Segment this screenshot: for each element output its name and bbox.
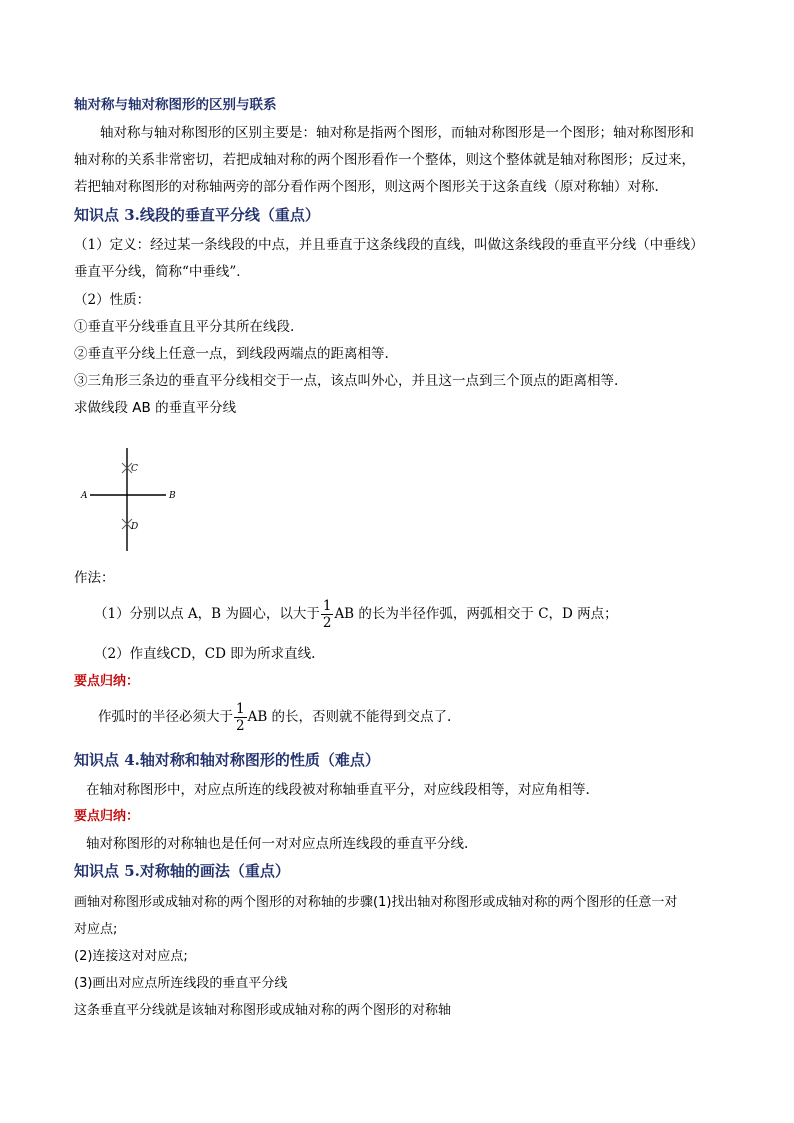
kp5-title: 知识点 5.对称轴的画法（重点） (74, 862, 290, 880)
summary-text-before: 作弧时的半径必须大于 (98, 709, 233, 725)
kp3-property-label: （2）性质： (74, 292, 151, 308)
perpendicular-bisector-figure (80, 445, 190, 555)
paragraph-line: 轴对称与轴对称图形的区别主要是：轴对称是指两个图形，而轴对称图形是一个图形；轴对称图形和 (100, 125, 694, 141)
kp3-step1 (94, 597, 618, 631)
kp3-definition-line1: （1）定义：经过某一条线段的中点，并且垂直于这条线段的直线，叫做这条线段的垂直平分线（中垂线） (74, 237, 704, 253)
step1-text-after: AB 的长为半径作弧，两弧相交于 C，D 两点； (334, 606, 618, 622)
kp5-line2: 对应点; (74, 922, 118, 937)
kp4-title: 知识点 4.轴对称和轴对称图形的性质（难点） (74, 751, 380, 769)
section-title-axis-symmetry-difference: 轴对称与轴对称图形的区别与联系 (74, 97, 277, 113)
label-c: C (131, 464, 138, 474)
kp5-line1: 画轴对称图形或成轴对称的两个图形的对称轴的步骤(1)找出轴对称图形或成轴对称的两个图形的任意一对 (74, 895, 678, 910)
fraction-one-half (234, 701, 247, 734)
kp5-line5: 这条垂直平分线就是该轴对称图形或成轴对称的两个图形的对称轴 (74, 1003, 452, 1018)
kp3-property-2: ②垂直平分线上任意一点，到线段两端点的距离相等. (74, 346, 389, 362)
kp3-step2: （2）作直线CD，CD 即为所求直线. (94, 646, 316, 662)
label-a: A (81, 491, 88, 501)
kp5-line3: (2)连接这对对应点; (74, 949, 188, 964)
kp5-line4: (3)画出对应点所连线段的垂直平分线 (74, 976, 288, 991)
fraction-denominator: 2 (322, 615, 332, 631)
label-b: B (169, 491, 176, 501)
fraction-denominator: 2 (236, 718, 245, 734)
paragraph-line: 轴对称的关系非常密切，若把成轴对称的两个图形看作一个整体，则这个整体就是轴对称图形；反过来， (74, 152, 695, 168)
fraction-numerator: 1 (236, 701, 245, 717)
fraction-one-half (321, 598, 334, 631)
paragraph-line: 若把轴对称图形的对称轴两旁的部分看作两个图形，则这两个图形关于这条直线（原对称轴）对称. (74, 179, 659, 195)
step1-text-before: （1）分别以点 A，B 为圆心，以大于 (94, 606, 320, 622)
label-d: D (131, 522, 139, 532)
kp4-text: 在轴对称图形中，对应点所连的线段被对称轴垂直平分，对应线段相等，对应角相等. (86, 782, 590, 798)
kp3-task: 求做线段 AB 的垂直平分线 (74, 400, 237, 416)
kp4-summary: 轴对称图形的对称轴也是任何一对对应点所连线段的垂直平分线. (86, 836, 469, 852)
kp3-summary-label: 要点归纳： (74, 674, 140, 689)
summary-text-after: AB 的长，否则就不能得到交点了. (247, 709, 452, 725)
fraction-numerator: 1 (322, 598, 332, 614)
kp3-title: 知识点 3.线段的垂直平分线（重点） (74, 206, 320, 224)
kp4-summary-label: 要点归纳： (74, 809, 140, 824)
kp3-definition-line2: 垂直平分线，简称“中垂线”． (74, 264, 250, 280)
kp3-method-label: 作法： (74, 570, 115, 586)
kp3-property-1: ①垂直平分线垂直且平分其所在线段. (74, 319, 295, 335)
kp3-property-3: ③三角形三条边的垂直平分线相交于一点，该点叫外心，并且这一点到三个顶点的距离相等. (74, 373, 619, 389)
kp3-summary (98, 700, 451, 734)
